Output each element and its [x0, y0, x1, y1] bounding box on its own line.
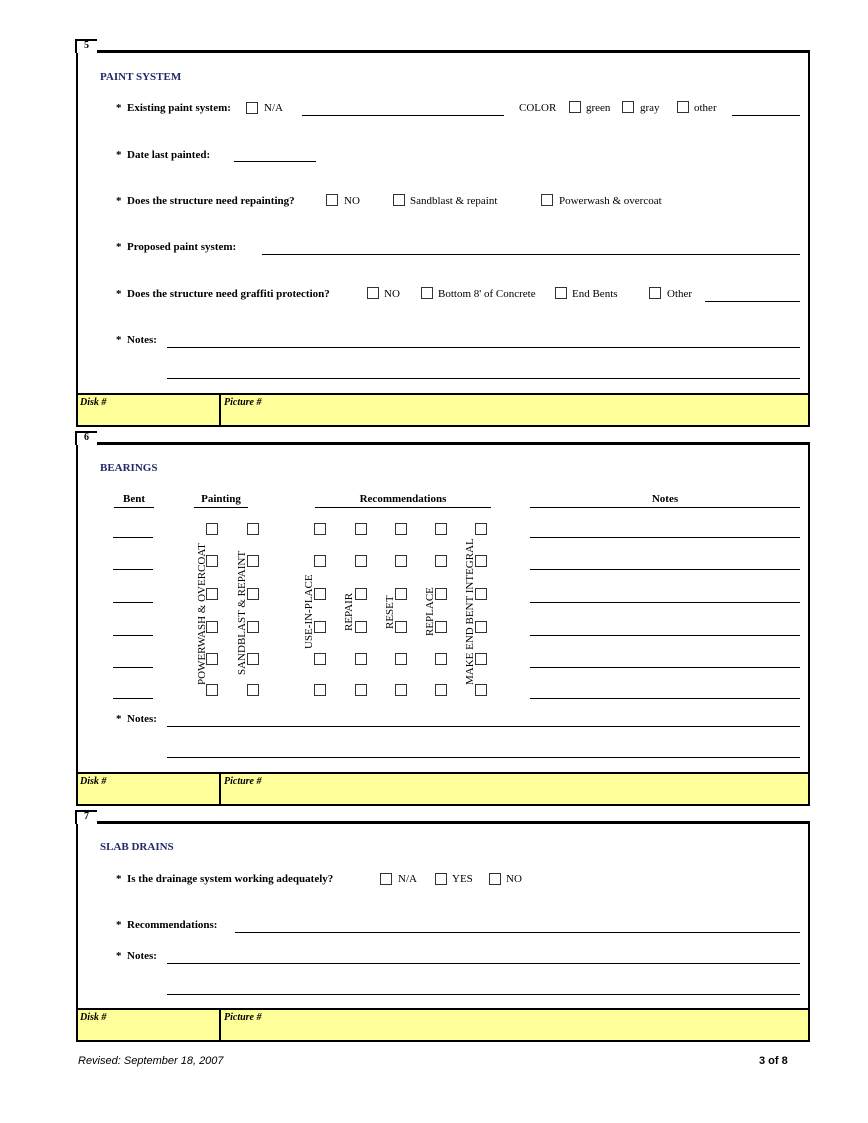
section-number: 7: [84, 811, 89, 822]
graffiti-other-field[interactable]: [705, 301, 800, 302]
bent-field[interactable]: [113, 569, 153, 570]
disk-label[interactable]: Disk #: [80, 397, 107, 408]
notes-label: * Notes:: [116, 950, 157, 962]
disk-picture-bar: [78, 772, 808, 804]
bearing-checkbox[interactable]: [395, 588, 407, 600]
bearing-checkbox[interactable]: [247, 555, 259, 567]
proposed-label: * Proposed paint system:: [116, 241, 237, 253]
picture-label[interactable]: Picture #: [224, 1012, 262, 1023]
bearing-checkbox[interactable]: [247, 588, 259, 600]
bearing-notes-field[interactable]: [530, 537, 800, 538]
graffiti-no-label: NO: [384, 288, 400, 300]
bearing-checkbox[interactable]: [475, 621, 487, 633]
repair-vertical-label: REPAIR: [343, 592, 355, 631]
bearing-checkbox[interactable]: [355, 684, 367, 696]
bearing-checkbox[interactable]: [395, 653, 407, 665]
bearing-checkbox[interactable]: [435, 523, 447, 535]
proposed-field[interactable]: [262, 254, 800, 255]
bearing-notes-field[interactable]: [530, 569, 800, 570]
existing-paint-field[interactable]: [302, 115, 504, 116]
picture-label[interactable]: Picture #: [224, 776, 262, 787]
bearing-notes-field[interactable]: [530, 667, 800, 668]
na-label: N/A: [264, 102, 283, 114]
bearing-checkbox[interactable]: [247, 684, 259, 696]
bearing-checkbox[interactable]: [475, 523, 487, 535]
col-recommendations-rule: [315, 507, 491, 508]
bearing-checkbox[interactable]: [355, 555, 367, 567]
date-painted-field[interactable]: [234, 161, 316, 162]
section-title: BEARINGS: [100, 462, 158, 474]
bearing-checkbox[interactable]: [355, 621, 367, 633]
bearing-checkbox[interactable]: [395, 523, 407, 535]
sandblast-checkbox[interactable]: [393, 194, 405, 206]
gray-checkbox[interactable]: [622, 101, 634, 113]
recommendations-field[interactable]: [235, 932, 800, 933]
section-number-tab: [75, 431, 97, 445]
bent-field[interactable]: [113, 667, 153, 668]
notes-line-2[interactable]: [167, 994, 800, 995]
col-notes: Notes: [651, 493, 679, 505]
repaint-no-label: NO: [344, 195, 360, 207]
bearing-checkbox[interactable]: [475, 555, 487, 567]
drain-yes-label: YES: [452, 873, 473, 885]
gray-label: gray: [640, 102, 660, 114]
section-bearings: [76, 432, 810, 806]
drain-na-label: N/A: [398, 873, 417, 885]
revised-date: Revised: September 18, 2007: [78, 1055, 224, 1067]
notes-line-1[interactable]: [167, 347, 800, 348]
color-label: COLOR: [519, 102, 557, 114]
bent-field[interactable]: [113, 635, 153, 636]
bearing-checkbox[interactable]: [314, 523, 326, 535]
notes-line-1[interactable]: [167, 726, 800, 727]
bearing-checkbox[interactable]: [314, 684, 326, 696]
col-painting-rule: [194, 507, 248, 508]
end-bents-checkbox[interactable]: [555, 287, 567, 299]
powerwash-vertical-label: POWERWASH & OVERCOAT: [196, 543, 208, 685]
notes-label: * Notes:: [116, 713, 157, 725]
bearing-checkbox[interactable]: [314, 653, 326, 665]
picture-label[interactable]: Picture #: [224, 397, 262, 408]
graffiti-other-label: Other: [667, 288, 693, 300]
bent-field[interactable]: [113, 698, 153, 699]
bearing-checkbox[interactable]: [247, 653, 259, 665]
bottom-concrete-label: Bottom 8' of Concrete: [438, 288, 536, 300]
bearing-checkbox[interactable]: [435, 588, 447, 600]
bearing-checkbox[interactable]: [435, 621, 447, 633]
section-slab-drains: [76, 811, 810, 1042]
bearing-checkbox[interactable]: [247, 523, 259, 535]
section-title: PAINT SYSTEM: [100, 71, 182, 83]
drain-yes-checkbox[interactable]: [435, 873, 447, 885]
section-number-tab: [75, 810, 97, 824]
bearing-checkbox[interactable]: [247, 621, 259, 633]
bent-field[interactable]: [113, 537, 153, 538]
notes-line-2[interactable]: [167, 378, 800, 379]
section-title: SLAB DRAINS: [100, 841, 174, 853]
bearing-checkbox[interactable]: [395, 684, 407, 696]
col-bent-rule: [114, 507, 154, 508]
repaint-label: * Does the structure need repainting?: [116, 195, 295, 207]
bearing-checkbox[interactable]: [355, 653, 367, 665]
other-color-field[interactable]: [732, 115, 800, 116]
other-label: other: [694, 102, 717, 114]
disk-picture-bar: [78, 1008, 808, 1040]
bearing-checkbox[interactable]: [435, 555, 447, 567]
bearing-checkbox[interactable]: [355, 588, 367, 600]
disk-label[interactable]: Disk #: [80, 1012, 107, 1023]
bearing-checkbox[interactable]: [314, 621, 326, 633]
use-in-place-vertical-label: USE-IN-PLACE: [303, 574, 315, 649]
other-checkbox[interactable]: [677, 101, 689, 113]
graffiti-label: * Does the structure need graffiti protection?: [116, 288, 330, 300]
drain-na-checkbox[interactable]: [380, 873, 392, 885]
existing-paint-label: * Existing paint system:: [116, 102, 231, 114]
recommendations-label: * Recommendations:: [116, 919, 218, 931]
bearing-checkbox[interactable]: [435, 653, 447, 665]
date-painted-label: * Date last painted:: [116, 149, 211, 161]
bearing-notes-field[interactable]: [530, 698, 800, 699]
col-notes-rule: [530, 507, 800, 508]
bearing-checkbox[interactable]: [314, 555, 326, 567]
bearing-checkbox[interactable]: [206, 523, 218, 535]
bearing-checkbox[interactable]: [314, 588, 326, 600]
bearing-checkbox[interactable]: [475, 653, 487, 665]
bearing-checkbox[interactable]: [395, 621, 407, 633]
bearing-checkbox[interactable]: [206, 684, 218, 696]
bearing-checkbox[interactable]: [395, 555, 407, 567]
bearing-checkbox[interactable]: [355, 523, 367, 535]
bearing-checkbox[interactable]: [475, 684, 487, 696]
col-bent: Bent: [123, 493, 145, 505]
sandblast-vertical-label: SANDBLAST & REPAINT: [236, 550, 248, 675]
page-number: 3 of 8: [759, 1055, 788, 1067]
powerwash-checkbox[interactable]: [541, 194, 553, 206]
notes-label: * Notes:: [116, 334, 157, 346]
disk-picture-bar: [78, 393, 808, 425]
make-end-bent-vertical-label: MAKE END BENT INTEGRAL: [464, 538, 476, 685]
na-checkbox[interactable]: [246, 102, 258, 114]
notes-line-1[interactable]: [167, 963, 800, 964]
green-label: green: [586, 102, 611, 114]
bottom-concrete-checkbox[interactable]: [421, 287, 433, 299]
col-recommendations: Recommendations: [359, 493, 447, 505]
end-bents-label: End Bents: [572, 288, 618, 300]
sandblast-label: Sandblast & repaint: [410, 195, 498, 207]
repaint-no-checkbox[interactable]: [326, 194, 338, 206]
drain-no-label: NO: [506, 873, 522, 885]
section-number: 6: [84, 432, 89, 443]
powerwash-label: Powerwash & overcoat: [559, 195, 662, 207]
graffiti-no-checkbox[interactable]: [367, 287, 379, 299]
divider: [219, 774, 221, 804]
graffiti-other-checkbox[interactable]: [649, 287, 661, 299]
section-paint-system: [76, 40, 810, 427]
replace-vertical-label: REPLACE: [424, 587, 436, 636]
green-checkbox[interactable]: [569, 101, 581, 113]
disk-label[interactable]: Disk #: [80, 776, 107, 787]
section-number: 5: [84, 40, 89, 51]
bent-field[interactable]: [113, 602, 153, 603]
bearing-checkbox[interactable]: [435, 684, 447, 696]
drain-no-checkbox[interactable]: [489, 873, 501, 885]
divider: [219, 1010, 221, 1040]
drainage-label: * Is the drainage system working adequately?: [116, 873, 334, 885]
col-painting: Painting: [201, 493, 241, 505]
bearing-notes-field[interactable]: [530, 602, 800, 603]
bearing-notes-field[interactable]: [530, 635, 800, 636]
notes-line-2[interactable]: [167, 757, 800, 758]
divider: [219, 395, 221, 425]
reset-vertical-label: RESET: [384, 595, 396, 629]
section-number-tab: [75, 39, 97, 53]
bearing-checkbox[interactable]: [475, 588, 487, 600]
